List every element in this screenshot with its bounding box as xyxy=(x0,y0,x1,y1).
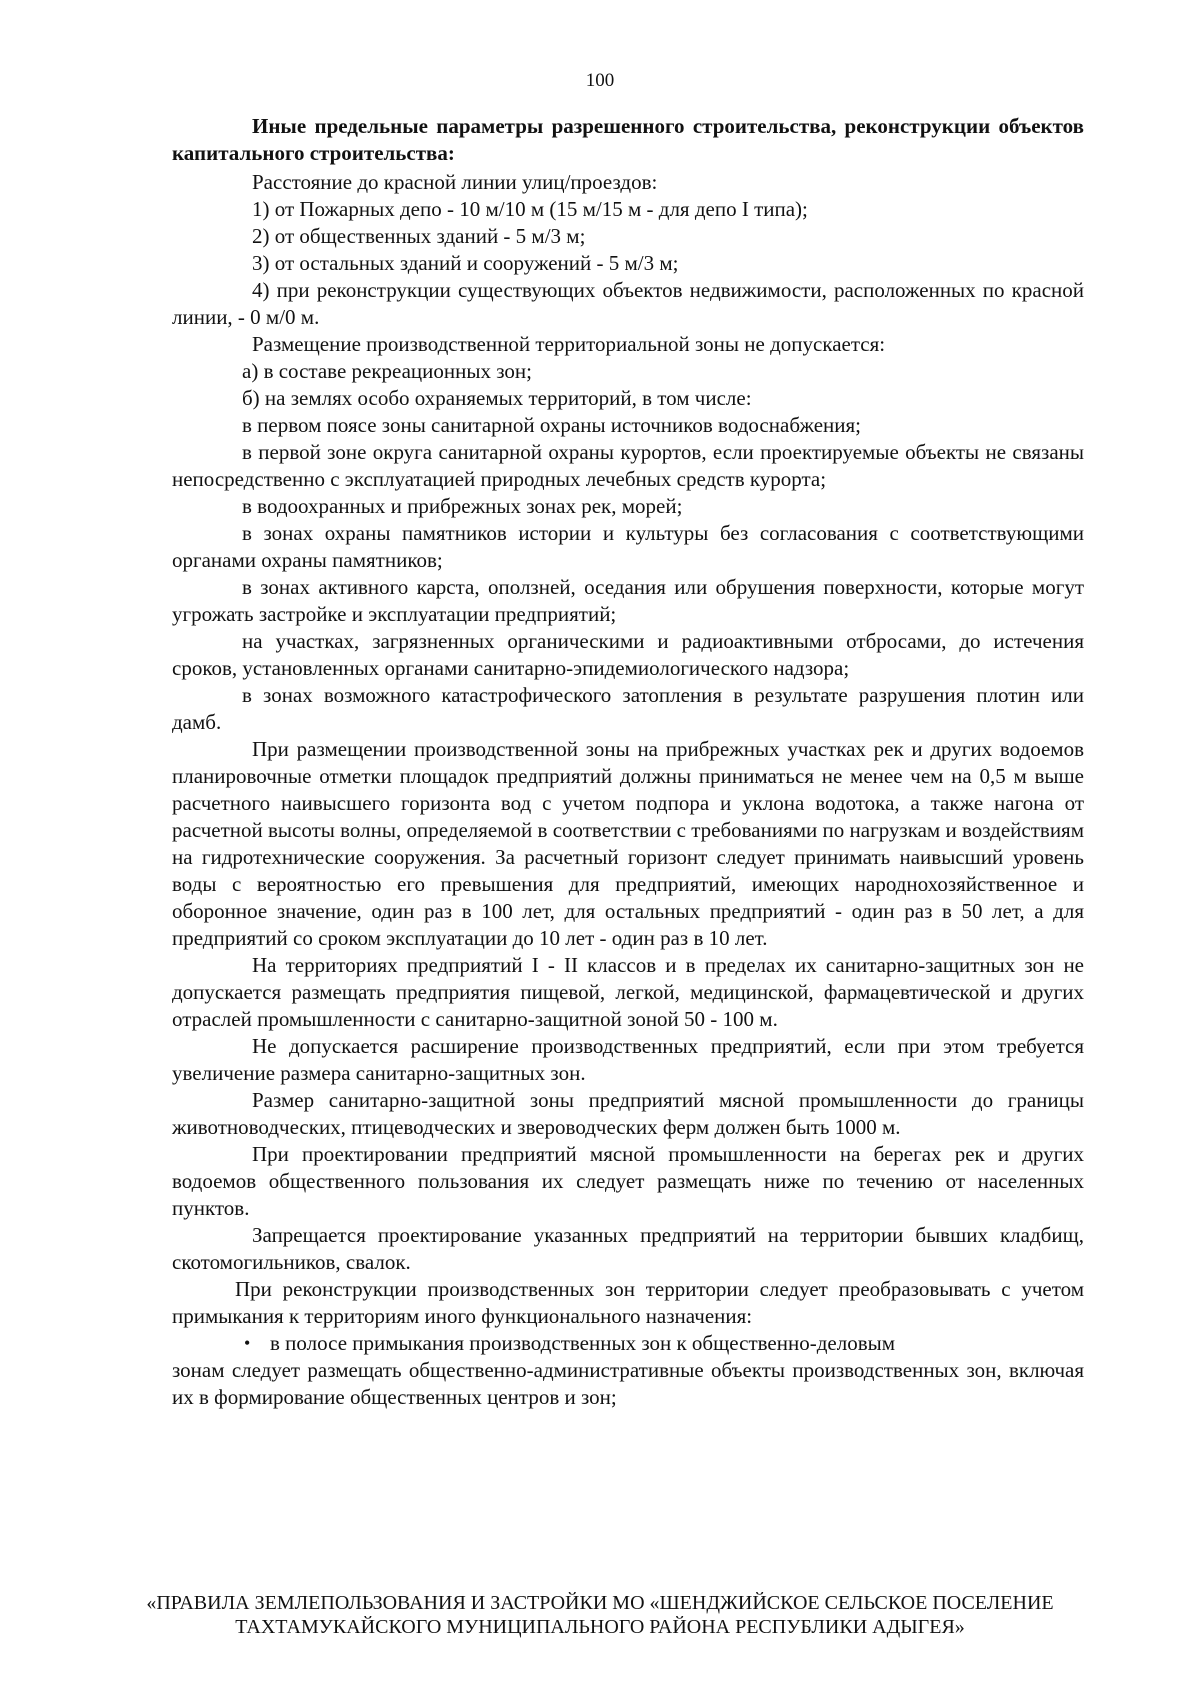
paragraph: 3) от остальных зданий и сооружений - 5 м/3 м; xyxy=(252,251,679,275)
paragraph: 2) от общественных зданий - 5 м/3 м; xyxy=(252,224,586,248)
list-item xyxy=(172,1330,1084,1357)
paragraph: в первой зоне округа санитарной охраны курортов, если проектируемые объекты не связаны непосредственно с эксплуатацией природных лечебных средств курорта; xyxy=(172,440,1084,491)
paragraph: 4) при реконструкции существующих объектов недвижимости, расположенных по красной линии, - 0 м/0 м. xyxy=(172,278,1084,329)
document-body xyxy=(172,113,1084,1411)
paragraph: в зонах охраны памятников истории и культуры без согласования с соответствующими органами охраны памятников; xyxy=(172,521,1084,572)
paragraph: а) в составе рекреационных зон; xyxy=(242,359,532,383)
paragraph: б) на землях особо охраняемых территорий, в том числе: xyxy=(242,386,752,410)
list-item-text: в полосе примыкания производственных зон к общественно-деловым xyxy=(270,1331,896,1355)
bullet-icon: • xyxy=(244,1333,251,1353)
paragraph: Запрещается проектирование указанных предприятий на территории бывших кладбищ, скотомогильников, свалок. xyxy=(172,1223,1084,1274)
page-footer xyxy=(0,1591,1200,1639)
list-item-continuation: зонам следует размещать общественно-административные объекты производственных зон, включая их в формирование общественных центров и зон; xyxy=(172,1358,1084,1409)
footer-line: «ПРАВИЛА ЗЕМЛЕПОЛЬЗОВАНИЯ И ЗАСТРОЙКИ МО «ШЕНДЖИЙСКОЕ СЕЛЬСКОЕ ПОСЕЛЕНИЕ xyxy=(146,1592,1054,1614)
page-number: 100 xyxy=(585,70,615,91)
paragraph: в первом поясе зоны санитарной охраны источников водоснабжения; xyxy=(242,413,861,437)
paragraph: Не допускается расширение производственных предприятий, если при этом требуется увеличение размера санитарно-защитных зон. xyxy=(172,1034,1084,1085)
paragraph: Размещение производственной территориальной зоны не допускается: xyxy=(252,332,886,356)
paragraph: в зонах активного карста, оползней, оседания или обрушения поверхности, которые могут угрожать застройке и эксплуатации предприятий; xyxy=(172,575,1084,626)
paragraph: При размещении производственной зоны на прибрежных участках рек и других водоемов планировочные отметки площадок предприятий должны приниматься не менее чем на 0,5 м выше расчетного наивысшего горизонта вод с учетом подпора и уклона водотока, а также нагона от расчетной высоты волны, определяемой в соответствии с требованиями по нагрузкам и воздействиям на гидротехнические сооружения. За расчетный горизонт следует принимать наивысший уровень воды с вероятностью его превышения для предприятий, имеющих народнохозяйственное и оборонное значение, один раз в 100 лет, для остальных предприятий - один раз в 50 лет, а для предприятий со сроком эксплуатации до 10 лет - один раз в 10 лет. xyxy=(172,737,1084,950)
footer-line: ТАХТАМУКАЙСКОГО МУНИЦИПАЛЬНОГО РАЙОНА РЕСПУБЛИКИ АДЫГЕЯ» xyxy=(235,1616,965,1638)
paragraph: 1) от Пожарных депо - 10 м/10 м (15 м/15 м - для депо I типа); xyxy=(252,197,808,221)
paragraph: На территориях предприятий I - II классов и в пределах их санитарно-защитных зон не допускается размещать предприятия пищевой, легкой, медицинской, фармацевтической и других отраслей промышленности с санитарно-защитной зоной 50 - 100 м. xyxy=(172,953,1084,1031)
paragraph: Размер санитарно-защитной зоны предприятий мясной промышленности до границы животноводческих, птицеводческих и звероводческих ферм должен быть 1000 м. xyxy=(172,1088,1084,1139)
paragraph: на участках, загрязненных органическими и радиоактивными отбросами, до истечения сроков, установленных органами санитарно-эпидемиологического надзора; xyxy=(172,629,1084,680)
paragraph: в водоохранных и прибрежных зонах рек, морей; xyxy=(242,494,683,518)
paragraph: в зонах возможного катастрофического затопления в результате разрушения плотин или дамб. xyxy=(172,683,1084,734)
paragraph: При проектировании предприятий мясной промышленности на берегах рек и других водоемов общественного пользования их следует размещать ниже по течению от населенных пунктов. xyxy=(172,1142,1084,1220)
section-heading: Иные предельные параметры разрешенного строительства, реконструкции объектов капитального строительства: xyxy=(172,114,1084,165)
paragraph: Расстояние до красной линии улиц/проездов: xyxy=(252,170,658,194)
paragraph: При реконструкции производственных зон территории следует преобразовывать с учетом примыкания к территориям иного функционального назначения: xyxy=(172,1277,1084,1328)
